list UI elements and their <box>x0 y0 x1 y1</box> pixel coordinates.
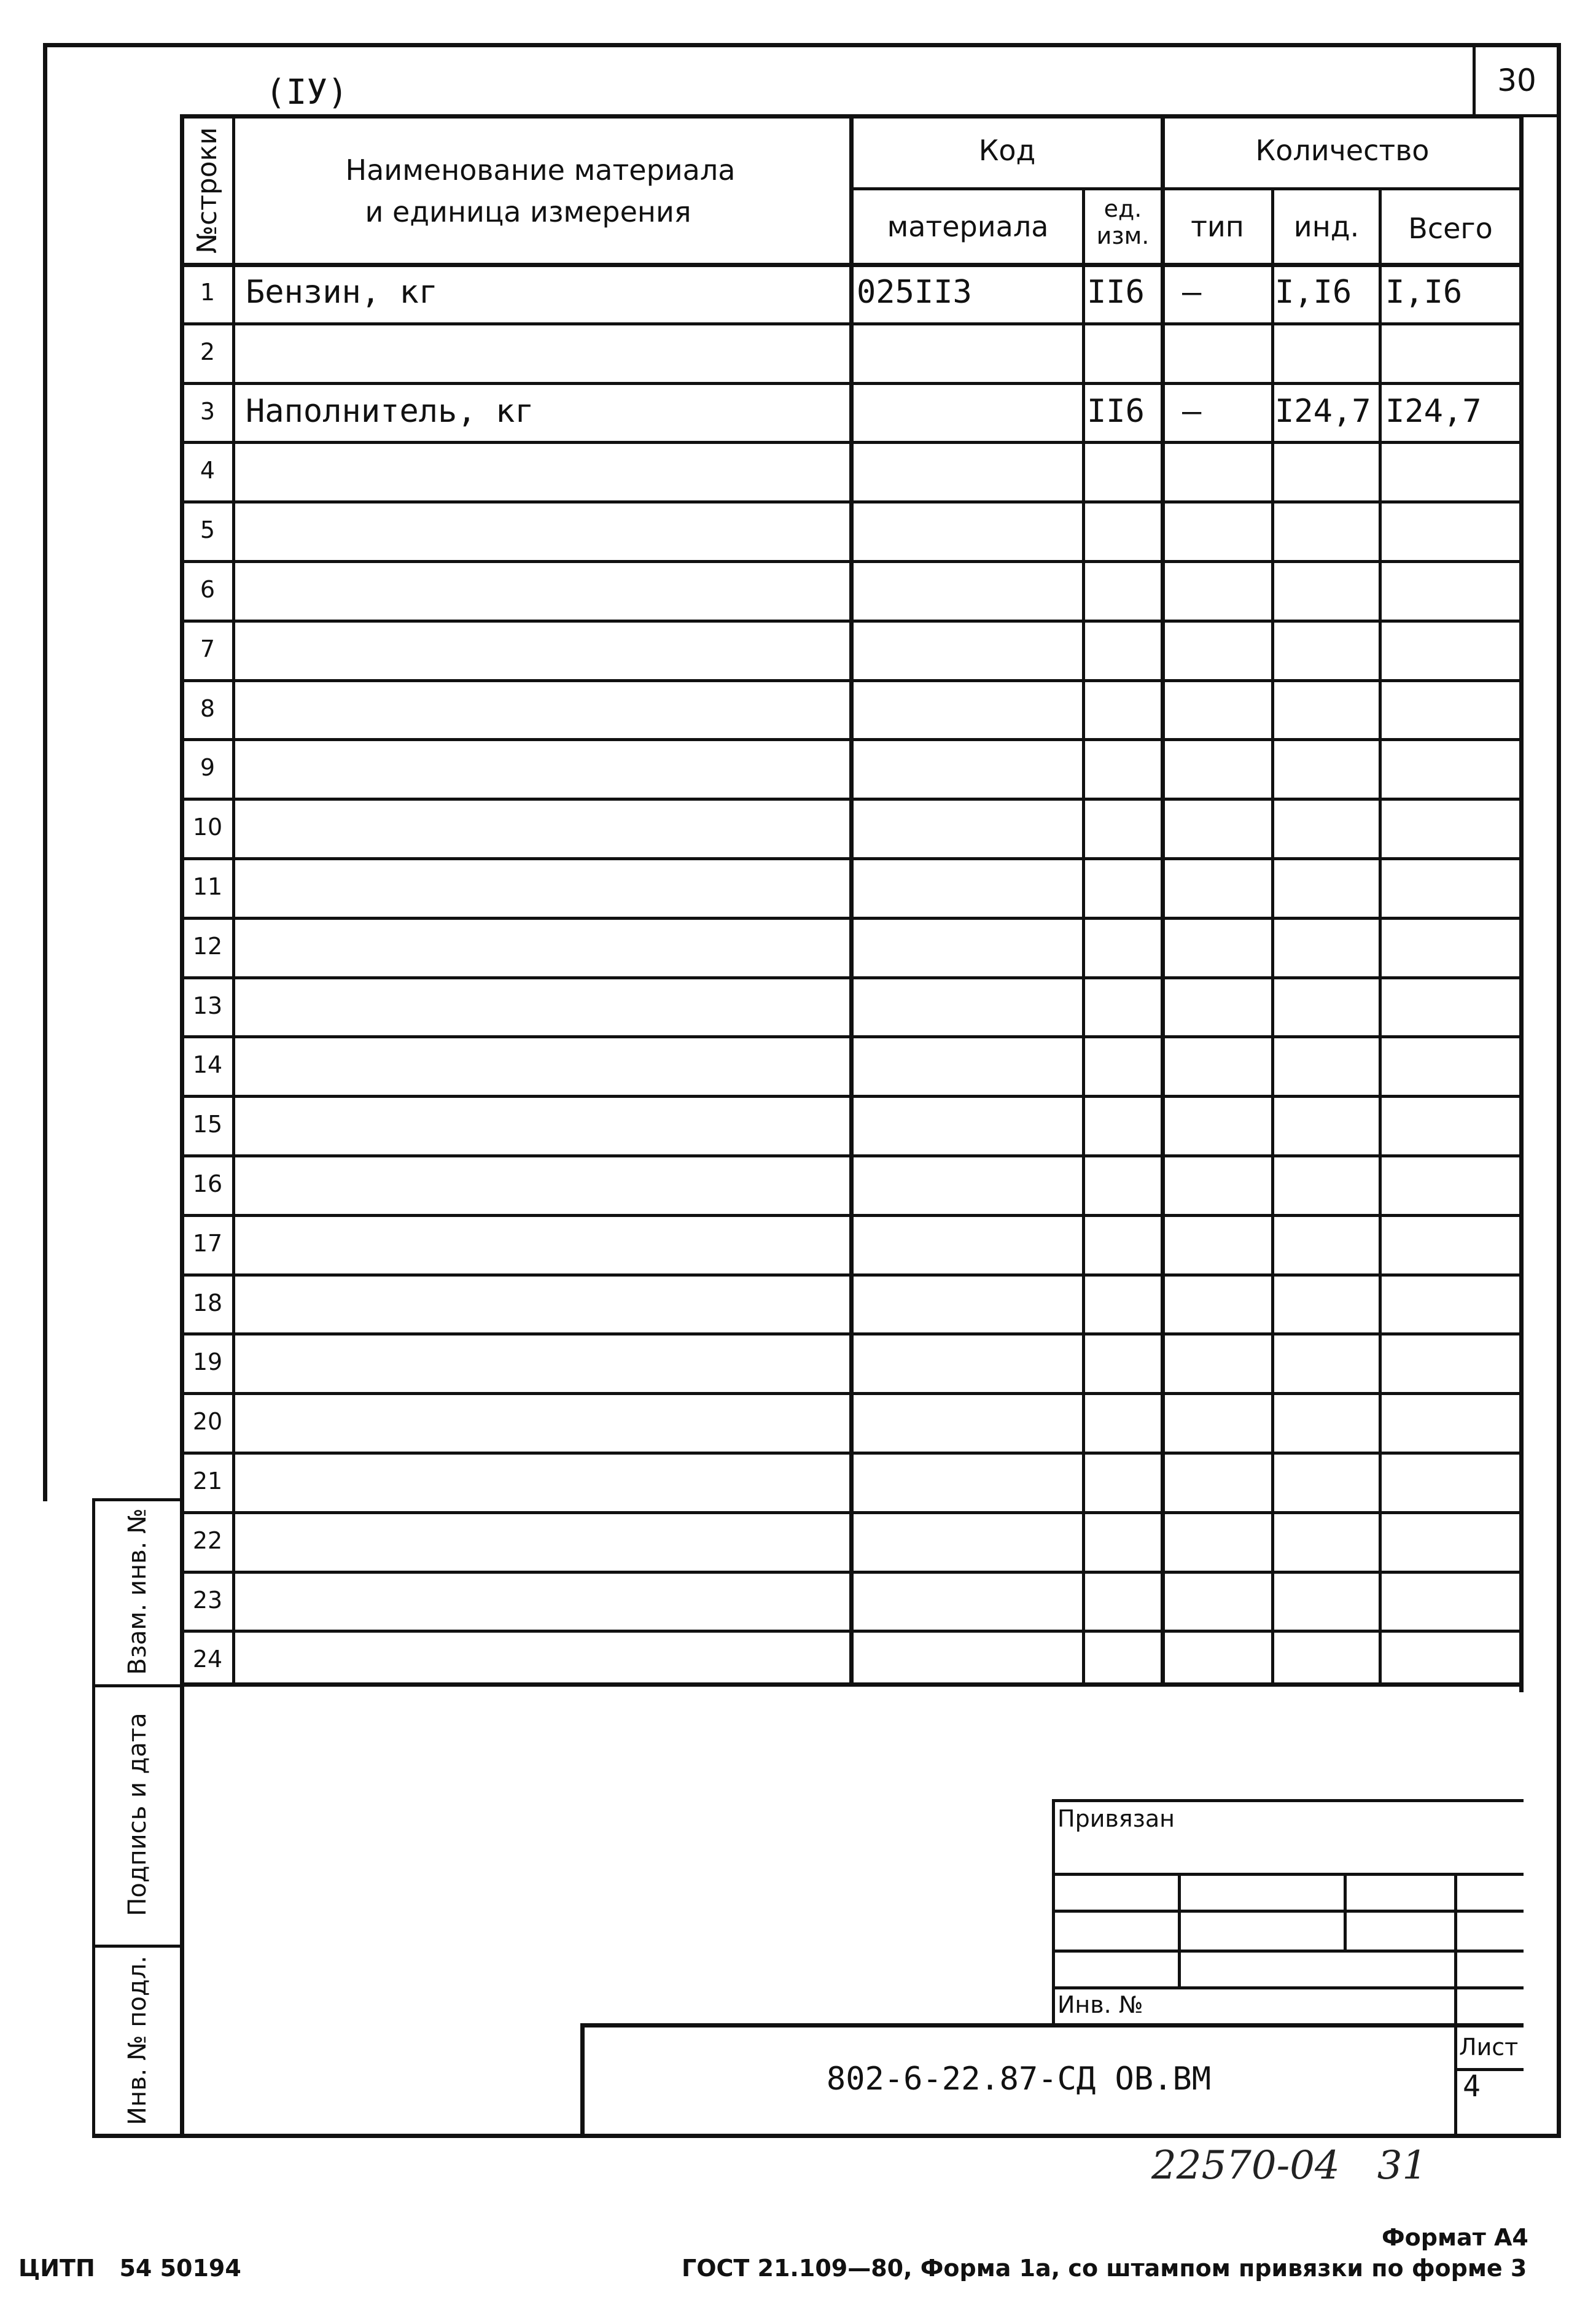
footer-left: ЦИТП 54 50194 <box>18 2255 241 2282</box>
row-number: 24 <box>192 1646 223 1673</box>
col-sep-unit <box>1161 114 1165 1684</box>
row-separator <box>183 382 1522 385</box>
row-separator <box>183 1154 1522 1157</box>
side-stamp-left <box>92 1498 95 2137</box>
table-right-border <box>1519 114 1524 1692</box>
row-separator <box>183 1095 1522 1098</box>
row-separator <box>183 620 1522 623</box>
side-stamp-podpis: Подпись и дата <box>123 1713 152 1916</box>
stamp-privyazan: Привязан <box>1057 1805 1175 1832</box>
side-stamp-inv-podl: Инв. № подл. <box>123 1956 152 2125</box>
col-sep-ind <box>1379 187 1382 1684</box>
cell-ind: I,I6 <box>1275 274 1352 311</box>
row-separator <box>183 738 1522 741</box>
page-number: 30 <box>1497 63 1536 98</box>
stamp-row4 <box>1052 1986 1524 1989</box>
row-separator <box>183 322 1522 325</box>
side-stamp-sep1 <box>92 1684 183 1687</box>
header-code: Код <box>978 134 1036 167</box>
row-separator <box>183 1392 1522 1395</box>
row-number: 20 <box>192 1408 223 1436</box>
stamp-row1 <box>1052 1873 1524 1876</box>
row-separator <box>183 1035 1522 1038</box>
stamp-left <box>1052 1799 1055 2026</box>
row-separator <box>183 500 1522 503</box>
cell-total: I24,7 <box>1385 392 1482 430</box>
row-number: 7 <box>200 635 216 663</box>
cell-type: – <box>1182 392 1202 430</box>
row-number: 9 <box>200 754 216 782</box>
side-stamp-sep2 <box>92 1945 183 1948</box>
row-separator <box>183 1452 1522 1455</box>
row-number: 16 <box>192 1170 223 1197</box>
row-separator <box>183 1332 1522 1335</box>
col-sep-material <box>1082 187 1085 1684</box>
row-number: 15 <box>192 1111 223 1138</box>
stamp-row3 <box>1052 1950 1524 1953</box>
header-code-unit-line2: изм. <box>1096 222 1150 249</box>
sheet-label: Лист <box>1459 2034 1519 2061</box>
section-label: (IУ) <box>265 72 348 112</box>
row-separator <box>183 1273 1522 1277</box>
row-number: 5 <box>200 516 216 544</box>
row-separator <box>183 1571 1522 1574</box>
handwritten-note: 22570-04 31 <box>1151 2143 1428 2188</box>
cell-name: Бензин, кг <box>246 274 438 311</box>
frame-left <box>43 43 47 1501</box>
header-subdivider <box>851 187 1522 190</box>
footer-right: ГОСТ 21.109—80, Форма 1а, со штампом привязки по форме 3 <box>682 2255 1527 2282</box>
format-label: Формат А4 <box>1382 2224 1528 2251</box>
row-number: 14 <box>192 1051 223 1079</box>
stamp-inv-no: Инв. № <box>1057 1991 1143 2018</box>
side-stamp-vzam: Взам. инв. № <box>123 1508 152 1675</box>
row-separator <box>183 560 1522 563</box>
frame-right <box>1557 43 1561 2137</box>
cell-unit: II6 <box>1087 274 1145 311</box>
row-separator <box>183 1630 1522 1633</box>
frame-bottom <box>92 2134 1561 2138</box>
row-separator <box>183 857 1522 860</box>
stamp-col3 <box>1454 1873 1457 2137</box>
designation-top <box>580 2023 1524 2027</box>
row-separator <box>183 1214 1522 1217</box>
header-row-no: №строки <box>192 127 223 254</box>
header-qty-total: Всего <box>1408 212 1493 245</box>
table-left-border <box>180 114 184 2136</box>
header-quantity: Количество <box>1255 134 1430 167</box>
cell-ind: I24,7 <box>1275 392 1371 430</box>
row-separator <box>183 976 1522 979</box>
header-name-line2: и единица измерения <box>365 195 691 228</box>
row-number: 3 <box>200 397 216 425</box>
frame-top <box>43 43 1561 47</box>
header-code-material: материала <box>887 210 1049 243</box>
row-number: 8 <box>200 694 216 722</box>
row-separator <box>183 441 1522 444</box>
row-separator <box>183 917 1522 920</box>
header-qty-type: тип <box>1191 210 1244 243</box>
document-designation: 802-6-22.87-СД ОВ.ВМ <box>826 2061 1212 2097</box>
row-separator <box>183 679 1522 682</box>
row-number: 10 <box>192 814 223 841</box>
row-number: 11 <box>192 873 223 900</box>
header-name-line1: Наименование материала <box>345 154 736 187</box>
row-number: 1 <box>200 279 216 306</box>
col-sep-rowno <box>232 114 235 1684</box>
row-number: 6 <box>200 576 216 603</box>
row-separator <box>183 798 1522 801</box>
stamp-col2 <box>1344 1873 1347 1953</box>
stamp-col1 <box>1178 1873 1181 1989</box>
row-number: 12 <box>192 932 223 960</box>
row-number: 2 <box>200 338 216 365</box>
header-qty-ind: инд. <box>1293 210 1360 243</box>
col-sep-name <box>849 114 854 1684</box>
row-number: 22 <box>192 1526 223 1554</box>
header-code-unit-line1: ед. <box>1104 195 1142 222</box>
cell-total: I,I6 <box>1385 274 1463 311</box>
row-number: 18 <box>192 1289 223 1316</box>
row-number: 4 <box>200 457 216 484</box>
cell-material: 025II3 <box>857 274 972 311</box>
stamp-row2 <box>1052 1910 1524 1913</box>
row-number: 21 <box>192 1468 223 1495</box>
cell-name: Наполнитель, кг <box>246 392 534 430</box>
row-number: 23 <box>192 1586 223 1614</box>
row-number: 17 <box>192 1229 223 1257</box>
table-body-bottom <box>180 1682 1524 1687</box>
row-separator <box>183 1511 1522 1514</box>
cell-unit: II6 <box>1087 392 1145 430</box>
row-number: 13 <box>192 992 223 1019</box>
cell-type: – <box>1182 274 1202 311</box>
stamp-top <box>1052 1799 1524 1802</box>
row-number: 19 <box>192 1348 223 1376</box>
sheet-value: 4 <box>1463 2069 1481 2104</box>
col-sep-type <box>1271 187 1274 1684</box>
